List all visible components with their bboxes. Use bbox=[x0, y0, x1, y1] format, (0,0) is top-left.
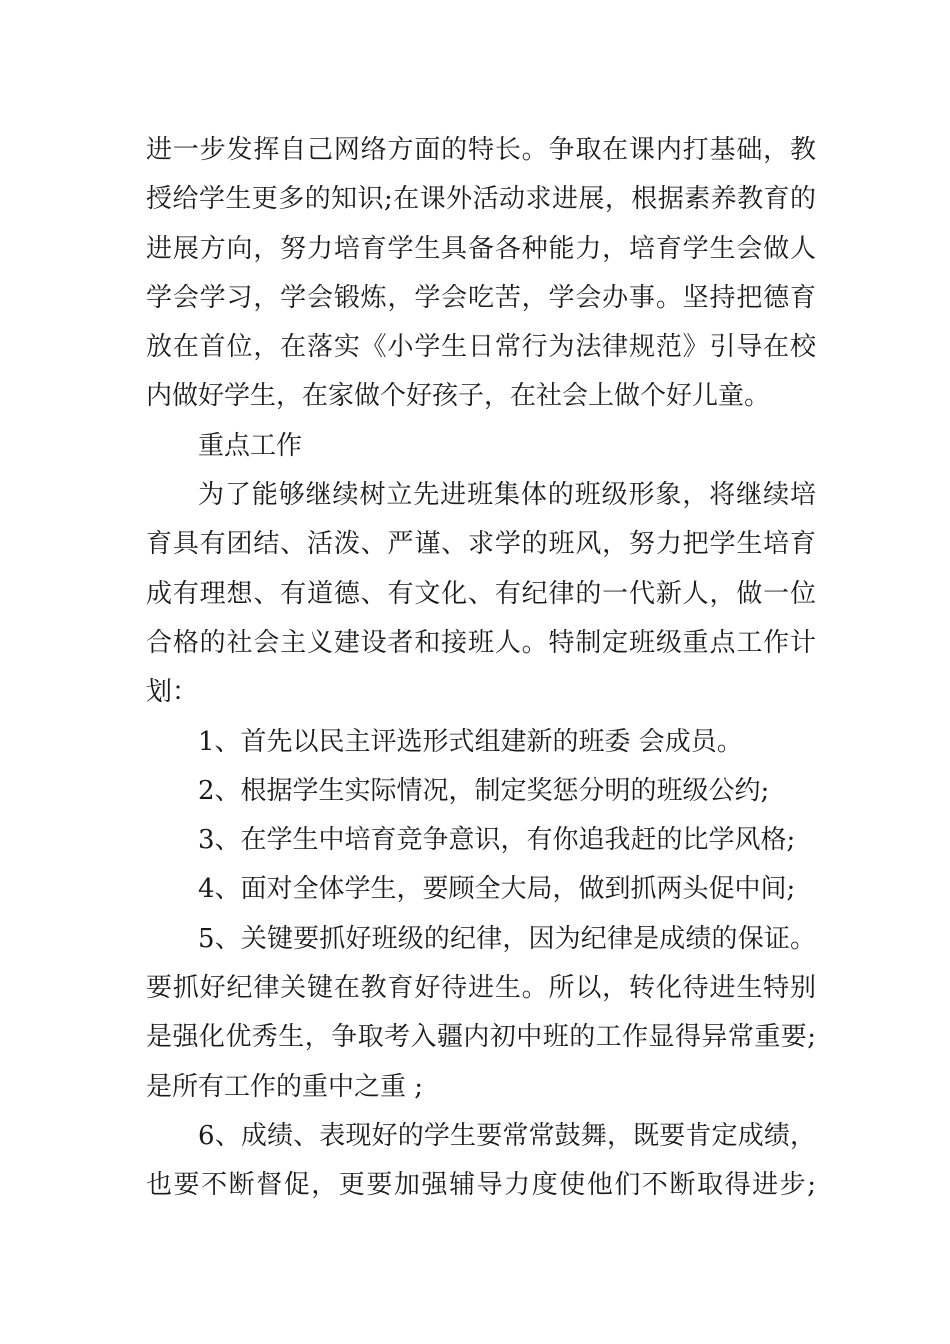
text-line: 划： bbox=[146, 677, 199, 708]
text-line: 进展方向，努力培育学生具备各种能力，培育学生会做人 bbox=[146, 233, 816, 264]
text-line: 进一步发挥自己网络方面的特长。争取在课内打基础，教 bbox=[146, 135, 816, 165]
text-line: 为了能够继续树立先进班集体的班级形象，将继续培 bbox=[198, 480, 816, 511]
text-line: 学会学习，学会锻炼，学会吃苦，学会办事。坚持把德育 bbox=[146, 282, 816, 313]
text-line: 也要不断督促，更要加强辅导力度使他们不断取得进步; bbox=[146, 1170, 816, 1201]
list-item: 5、关键要抓好班级的纪律，因为纪律是成绩的保证。 bbox=[198, 923, 816, 954]
list-item: 4、面对全体学生，要顾全大局，做到抓两头促中间; bbox=[198, 874, 796, 905]
list-item: 2、根据学生实际情况，制定奖惩分明的班级公约; bbox=[198, 775, 770, 806]
section-heading: 重点工作 bbox=[198, 430, 303, 461]
text-line: 合格的社会主义建设者和接班人。特制定班级重点工作计 bbox=[146, 627, 816, 658]
text-line: 育具有团结、活泼、严谨、求学的班风，努力把学生培育 bbox=[146, 529, 816, 560]
list-item: 1、首先以民主评选形式组建新的班委 会成员。 bbox=[198, 726, 743, 757]
document-body bbox=[146, 126, 816, 1211]
text-line: 要抓好纪律关键在教育好待进生。所以，转化待进生特别 bbox=[146, 973, 816, 1004]
list-item: 6、成绩、表现好的学生要常常鼓舞，既要肯定成绩， bbox=[198, 1120, 816, 1151]
text-line: 是强化优秀生，争取考入疆内初中班的工作显得异常重要; bbox=[146, 1022, 816, 1053]
text-line: 授给学生更多的知识;在课外活动求进展，根据素养教育的 bbox=[146, 184, 816, 215]
text-line: 成有理想、有道德、有文化、有纪律的一代新人，做一位 bbox=[146, 578, 816, 609]
text-line: 是所有工作的重中之重 ; bbox=[146, 1071, 424, 1102]
text-line: 内做好学生，在家做个好孩子，在社会上做个好儿童。 bbox=[146, 381, 771, 412]
text-line: 放在首位，在落实《小学生日常行为法律规范》引导在校 bbox=[146, 332, 816, 363]
list-item: 3、在学生中培育竞争意识，有你追我赶的比学风格; bbox=[198, 825, 796, 856]
